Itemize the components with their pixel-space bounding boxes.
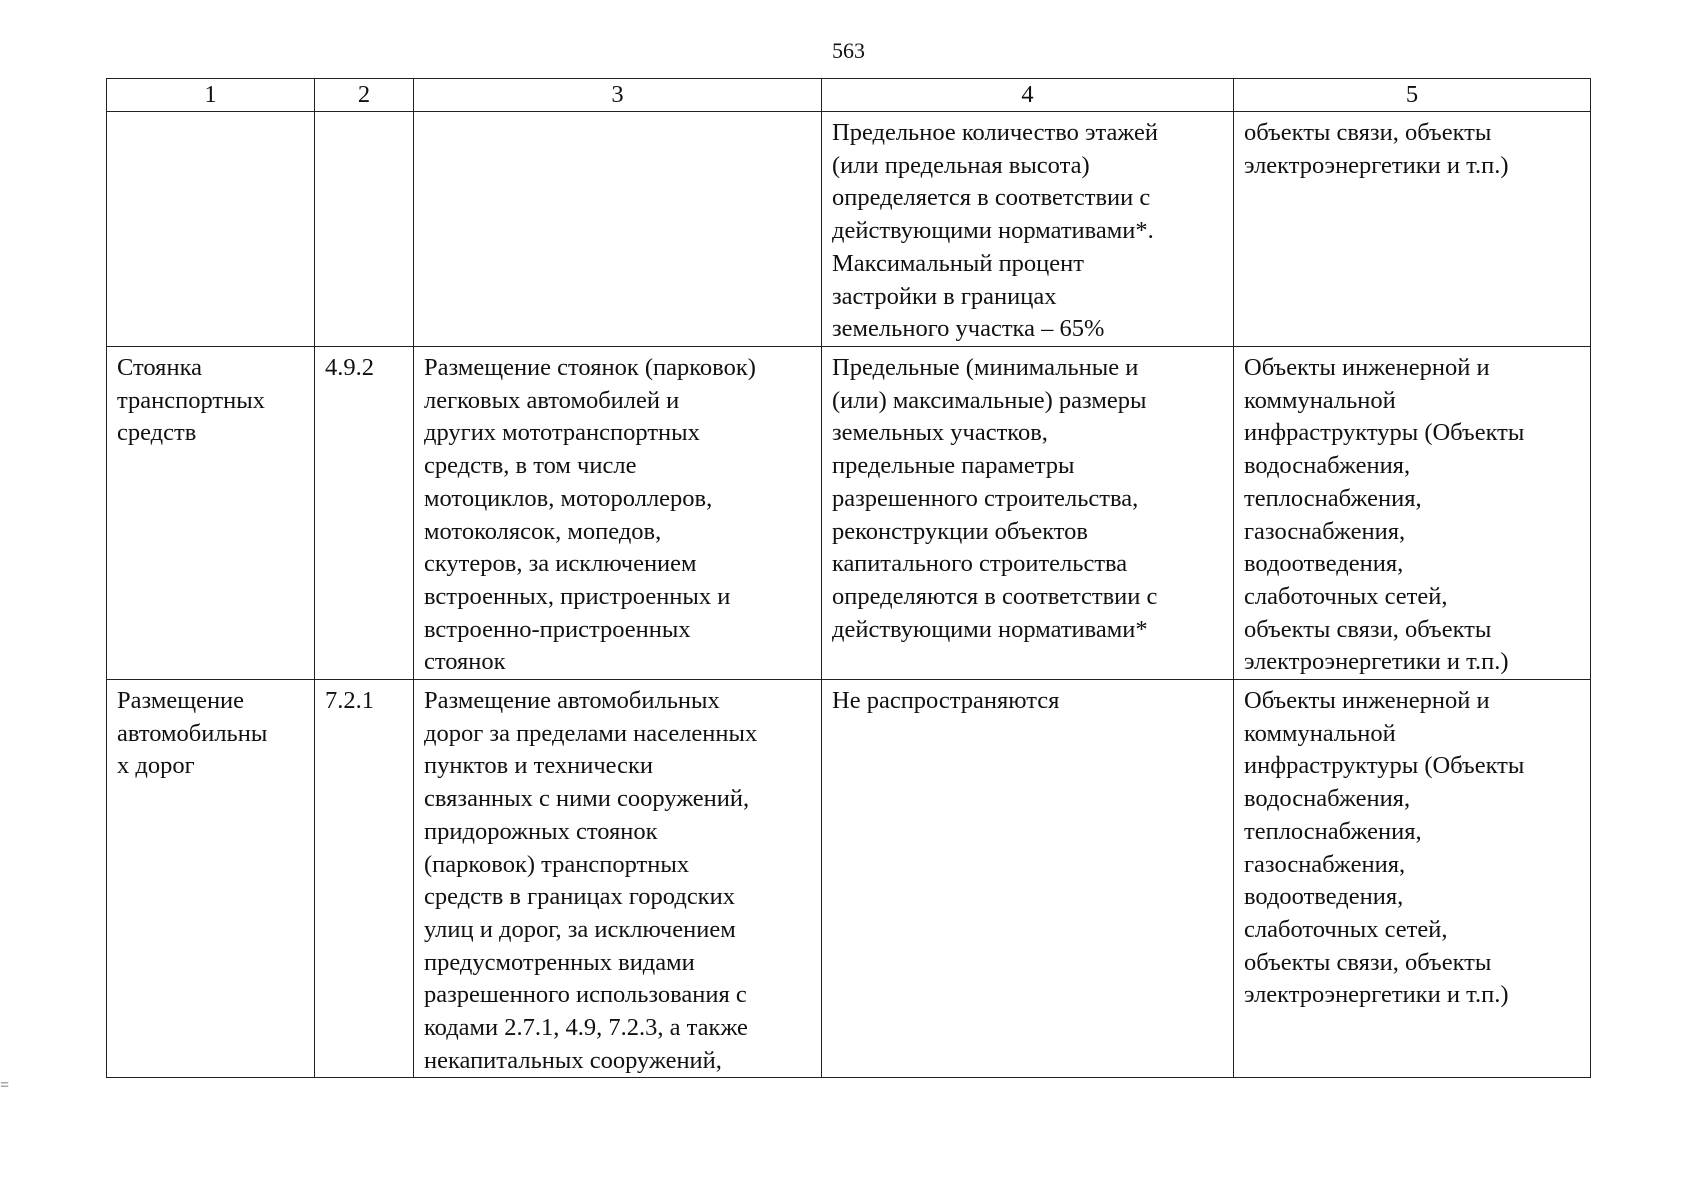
use-type-name: Размещение автомобильны х дорог (107, 680, 315, 1078)
auxiliary-uses: Объекты инженерной и коммунальной инфраструктуры (Объекты водоснабжения, теплоснабжения, газоснабжения, водоотведения, слаботочных сетей, объекты связи, объекты электроэнергетики и т.п.) (1234, 680, 1591, 1078)
construction-parameters: Предельное количество этажей (или предельная высота) определяется в соответствии с действующими нормативами*. Максимальный процент застройки в границах земельного участка – 65% (822, 112, 1234, 347)
use-type-name: Стоянка транспортных средств (107, 347, 315, 680)
use-type-description (414, 112, 822, 347)
table-header-row (107, 79, 1591, 112)
construction-parameters: Не распространяются (822, 680, 1234, 1078)
column-header: 3 (414, 79, 822, 112)
use-type-code: 4.9.2 (315, 347, 414, 680)
table-row (107, 112, 1591, 347)
page-number: 563 (832, 38, 865, 63)
auxiliary-uses: Объекты инженерной и коммунальной инфраструктуры (Объекты водоснабжения, теплоснабжения, газоснабжения, водоотведения, слаботочных сетей, объекты связи, объекты электроэнергетики и т.п.) (1234, 347, 1591, 680)
column-header: 2 (315, 79, 414, 112)
use-type-name (107, 112, 315, 347)
use-type-code: 7.2.1 (315, 680, 414, 1078)
column-header: 4 (822, 79, 1234, 112)
construction-parameters: Предельные (минимальные и (или) максимальные) размеры земельных участков, предельные параметры разрешенного строительства, реконструкции объектов капитального строительства определяются в соответствии с действующими нормативами* (822, 347, 1234, 680)
use-type-description: Размещение стоянок (парковок) легковых автомобилей и других мототранспортных средств, в том числе мотоциклов, мотороллеров, мотоколясок, мопедов, скутеров, за исключением встроенных, пристроенных и встроенно-пристроенных стоянок (414, 347, 822, 680)
table-row (107, 680, 1591, 1078)
use-type-description: Размещение автомобильных дорог за пределами населенных пунктов и технически связанных с ними сооружений, придорожных стоянок (парковок) транспортных средств в границах городских улиц и дорог, за исключением предусмотренных видами разрешенного использования с кодами 2.7.1, 4.9, 7.2.3, а также некапитальных сооружений, (414, 680, 822, 1078)
table-row (107, 347, 1591, 680)
auxiliary-uses: объекты связи, объекты электроэнергетики и т.п.) (1234, 112, 1591, 347)
land-use-table (106, 78, 1591, 1078)
use-type-code (315, 112, 414, 347)
column-header: 1 (107, 79, 315, 112)
scan-edge-mark: = (0, 1077, 10, 1094)
column-header: 5 (1234, 79, 1591, 112)
